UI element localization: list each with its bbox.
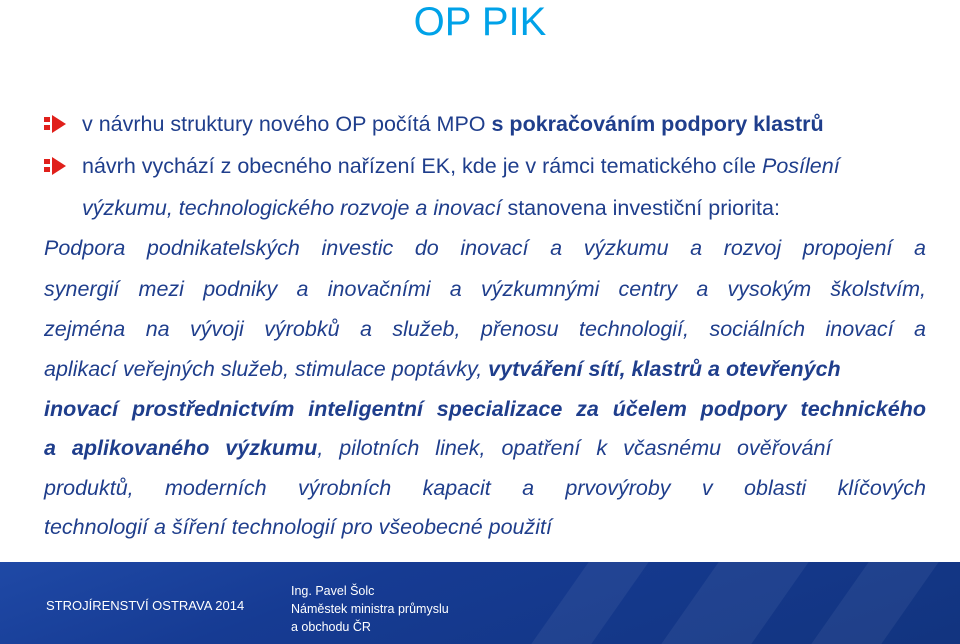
text-segment: zejména na vývoji výrobků a služeb, přenosu technologií, sociálních inovací a [44,317,926,341]
bullet-text-part-italic: Posílení [761,153,840,178]
bullet-item-1 [44,104,824,144]
speaker-name: Ing. Pavel Šolc [291,584,375,598]
text-segment: aplikací veřejných služeb, stimulace poptávky, [44,357,489,381]
footer-decoration [661,562,808,644]
text-segment: synergií mezi podniky a inovačními a výzkumnými centry a vysokým školstvím, [44,277,926,301]
text-segment: , pilotních linek, opatření k včasnému ověřování [317,436,832,460]
paragraph-line [44,228,926,268]
red-arrow-bullet-icon [44,114,68,134]
text-segment: produktů, moderních výrobních kapacit a prvovýroby v oblasti klíčových [44,476,926,500]
paragraph-line [82,188,926,228]
speaker-role: a obchodu ČR [291,620,371,634]
event-name: STROJÍRENSTVÍ OSTRAVA 2014 [46,598,245,613]
red-arrow-bullet-icon [44,156,68,176]
paragraph-line [44,389,926,429]
paragraph-line [44,269,926,309]
paragraph-line [44,428,926,468]
speaker-role: Náměstek ministra průmyslu [291,602,449,616]
bullet-text [82,112,824,137]
text-segment-bold: inovací prostřednictvím inteligentní specializace za účelem podpory technického [44,397,926,421]
bullet-text-part: návrh vychází z obecného nařízení EK, kde je v rámci tematického cíle [82,153,762,178]
text-segment: stanovena investiční priorita: [501,196,780,220]
paragraph-line [44,468,926,508]
paragraph-line [44,309,926,349]
paragraph-line [44,507,926,547]
paragraph-line [44,349,926,389]
bullet-text [82,154,840,179]
speaker-info [291,582,449,636]
footer-decoration [531,562,648,644]
bullet-text-part: v návrhu struktury nového OP počítá MPO [82,111,492,136]
text-segment: technologií a šíření technologií pro všeobecné použití [44,515,552,539]
text-segment-bold: a aplikovaného výzkumu [44,436,318,460]
bullet-text-part-bold: s pokračováním podpory klastrů [491,111,824,136]
footer-decoration [811,562,938,644]
text-segment-bold: vytváření sítí, klastrů a otevřených [488,357,841,381]
slide-title: OP PIK [413,0,547,44]
bullet-item-2 [44,146,840,186]
text-segment: Podpora podnikatelských investic do inovací a výzkumu a rozvoj propojení a [44,236,926,260]
footer-bar [0,562,960,644]
text-segment: výzkumu, technologického rozvoje a inovací [82,196,502,220]
